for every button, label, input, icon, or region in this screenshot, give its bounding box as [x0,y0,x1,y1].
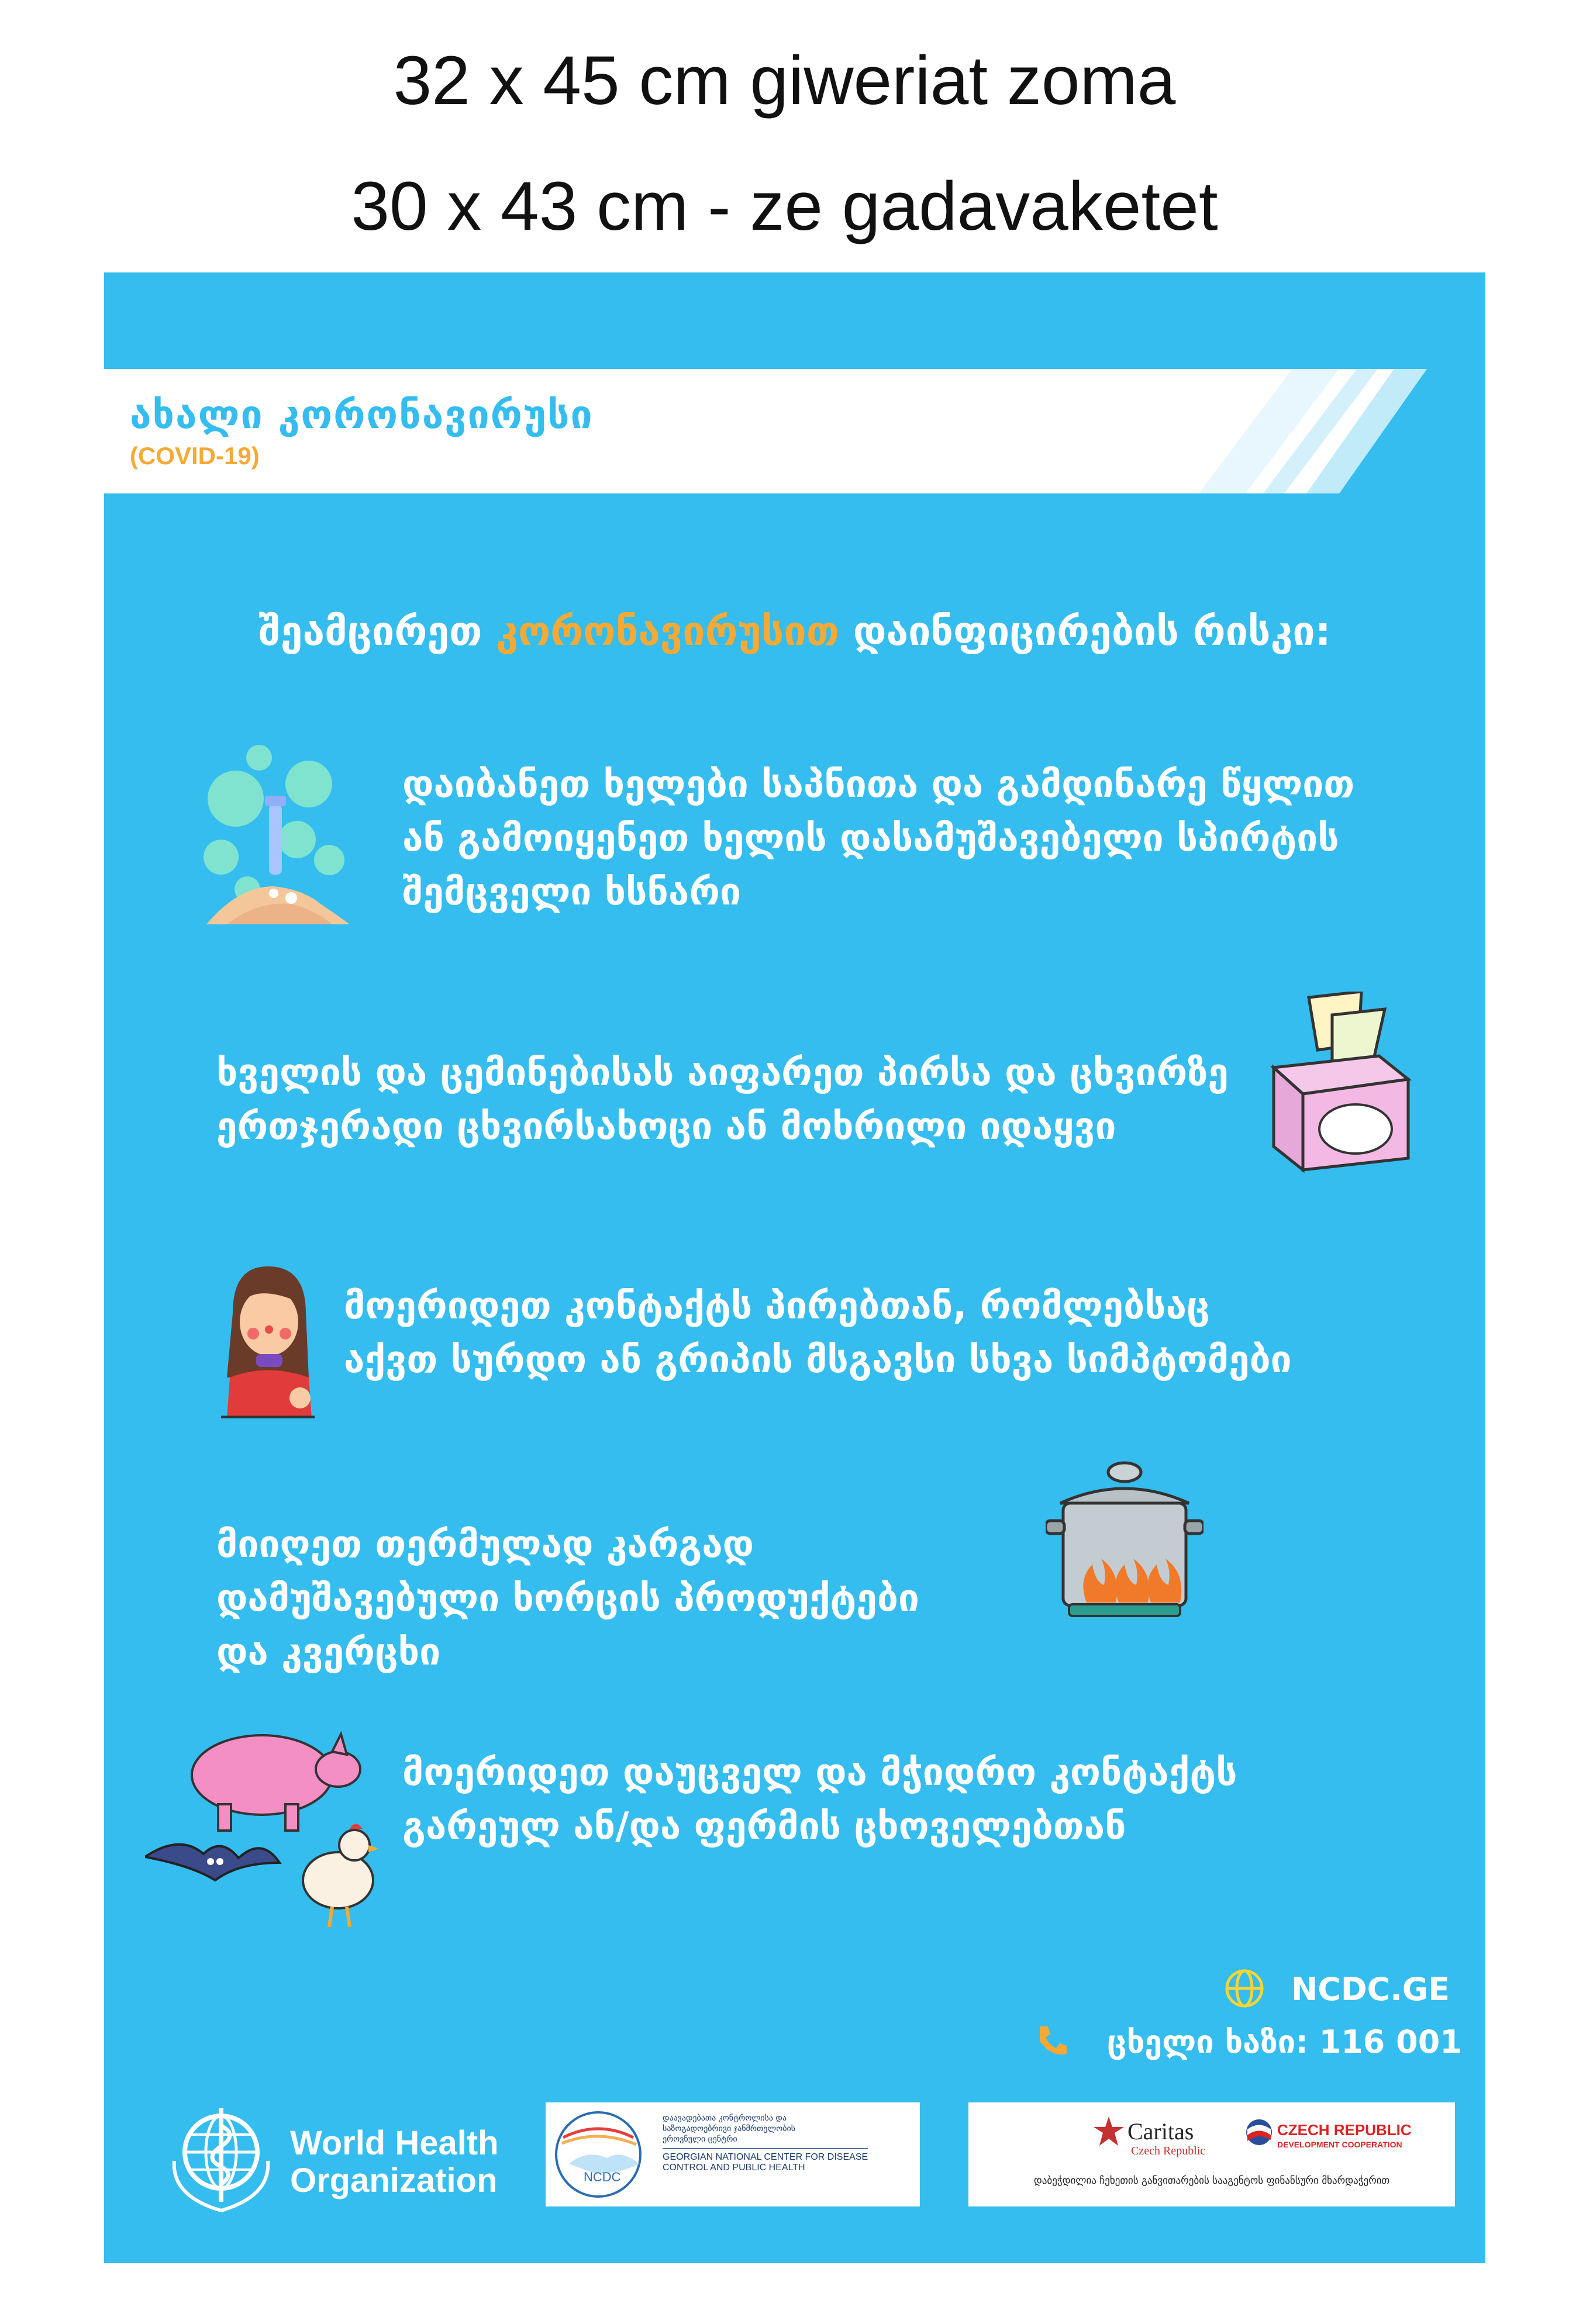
tip-line: მოერიდეთ კონტაქტს პირებთან, რომლებსაც [344,1284,1210,1328]
tissue-box-icon [1262,992,1414,1179]
caritas-cross-icon [1092,2115,1125,2148]
ncdc-logo [546,2102,920,2206]
tip-line: მიიღეთ თერმულად კარგად [216,1523,754,1566]
tip-line: ან გამოიყენეთ ხელის დასამუშავებელი სპირტის [402,817,1339,860]
headline-before: შეამცირეთ [258,609,496,655]
tip-line: დაიბანეთ ხელები საპნითა და გამდინარე წყლით [402,763,1355,806]
covid-poster [104,272,1485,2263]
tip-line: მოერიდეთ დაუცველ და მჭიდრო კონტაქტს [402,1751,1237,1794]
caption-size-line2: 30 x 43 cm - ze gadavaketet [351,168,1218,245]
website-link[interactable]: NCDC.GE [1291,1971,1450,2008]
ncdc-map-icon [551,2108,654,2201]
tip-avoid-sick [344,1279,1292,1387]
tip-line: გარეულ ან/და ფერმის ცხოველებთან [402,1805,1126,1848]
tip-line: შემცველი ხსნარი [402,871,742,914]
who-emblem-icon [163,2102,280,2219]
handwash-icon [204,740,356,933]
ncdc-label: NCDC [584,2170,621,2184]
tip-line: აქვთ სურდო ან გრიპის მსგავსი სხვა სიმპტომები [344,1338,1292,1382]
partners-logo [968,2102,1455,2206]
tip-line: და კვერცხი [216,1631,441,1674]
czech-label: CZECH REPUBLIC [1277,2121,1412,2139]
who-line1: World Health [290,2124,499,2162]
tip-cook-meat [216,1518,919,1679]
ncdc-ka-line3: ეროვნული ცენტრი [663,2135,737,2144]
ncdc-en-line1: GEORGIAN NATIONAL CENTER FOR DISEASE [663,2152,868,2162]
caritas-sub: Czech Republic [1131,2145,1206,2157]
animals-icon [145,1728,385,1933]
poster-title: ახალი კორონავირუსი [130,392,594,437]
tip-line: ხველის და ცემინებისას აიფარეთ პირსა და ცხვირზე [216,1051,1229,1094]
sick-person-icon [221,1261,315,1418]
tip-avoid-animals [402,1746,1237,1853]
czech-logo-icon [1244,2118,1274,2147]
ncdc-ka-line1: დაავადებათა კონტროლისა და [663,2114,787,2123]
ncdc-text [663,2113,868,2173]
tip-line: დამუშავებული ხორცის პროდუქტები [216,1577,919,1620]
hotline: ცხელი ხაზი: 116 001 [1107,2023,1462,2060]
globe-icon [1224,1968,1265,2009]
caption-size-line1: 32 x 45 cm giweriat zoma [393,42,1176,119]
who-line2: Organization [290,2161,498,2199]
headline-after: დაინფიცირების რისკი: [839,609,1331,655]
phone-icon [1034,2023,1069,2059]
headline-highlight: კორონავირუსით [496,609,840,655]
caritas-label: Caritas [1127,2118,1194,2145]
tip-line: ერთჯერადი ცხვირსახოცი ან მოხრილი იდაყვი [216,1105,1116,1148]
ncdc-en-line2: CONTROL AND PUBLIC HEALTH [663,2163,805,2173]
tip-handwash [402,758,1354,919]
poster-subtitle: (COVID-19) [130,442,260,469]
czech-sub: DEVELOPMENT COOPERATION [1277,2140,1402,2149]
tip-cough-sneeze [216,1046,1229,1154]
cooking-pot-icon [1046,1459,1204,1623]
ncdc-ka-line2: საზოგადოებრივი ჯანმრთელობის [663,2124,796,2133]
headline [104,609,1485,655]
who-logo-text [290,2125,499,2199]
partners-footer: დაბეჭდილია ჩეხეთის განვითარების სააგენტოს ფინანსური მხარდაჭერით [1033,2175,1390,2187]
